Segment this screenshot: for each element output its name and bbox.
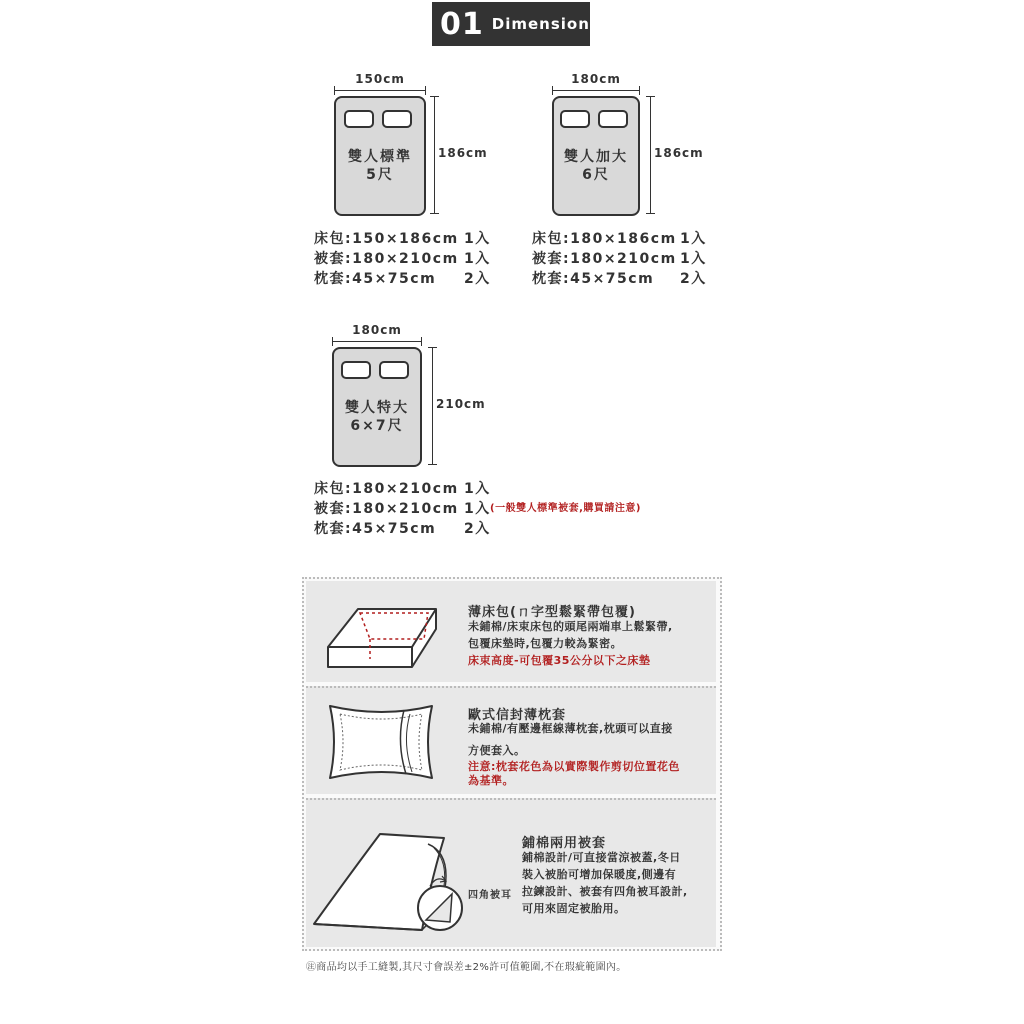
spec-item: 枕套:45×75cm: [532, 271, 655, 287]
bed-length-label: 186cm: [654, 146, 704, 160]
spec-qty: 1入: [464, 501, 491, 517]
panel-text-line: 包覆床墊時,包覆力較為緊密。: [468, 637, 623, 650]
pillow-icon: [382, 110, 412, 128]
panel-warning: 注意:枕套花色為以實際製作剪切位置花色: [468, 760, 680, 773]
spec-row: [314, 519, 674, 539]
panel-text-line: 方便套入。: [468, 744, 526, 757]
section-header: [432, 2, 600, 46]
spec-qty: 1入: [464, 251, 491, 267]
panel-duvet-cover: [306, 798, 716, 947]
spec-row: [314, 479, 674, 499]
pillow-icon: [560, 110, 590, 128]
footnote: ㊟商品均以手工縫製,其尺寸會誤差±2%許可值範圍,不在瑕疵範圍內。: [306, 962, 627, 973]
duvet-cover-icon: [310, 824, 470, 944]
bed-body: [334, 96, 426, 216]
width-dimension-line: [552, 90, 640, 91]
pillow-icon: [341, 361, 371, 379]
spec-qty: 1入: [680, 251, 707, 267]
bed-width-label: 180cm: [352, 323, 402, 337]
spec-list-king: [314, 479, 674, 539]
bed-name-line1: 雙人加大: [564, 149, 628, 165]
spec-qty: 1入: [464, 231, 491, 247]
spec-row: [314, 249, 514, 269]
panel-warning: 為基準。: [468, 774, 514, 787]
length-dimension-line: [434, 96, 435, 214]
bed-diagram-king: [332, 323, 486, 467]
panel-title: 歐式信封薄枕套: [468, 708, 567, 723]
panel-text-line: 可用來固定被胎用。: [522, 902, 626, 915]
fitted-sheet-icon: [314, 589, 444, 679]
warning-note: (一般雙人標準被套,購買請注意): [490, 503, 641, 514]
spec-qty: 2入: [464, 521, 491, 537]
bed-name-line2: 6尺: [582, 167, 610, 183]
width-dimension-line: [332, 341, 422, 342]
bed-body: [552, 96, 640, 216]
panel-title: 薄床包(ㄇ字型鬆緊帶包覆): [468, 605, 636, 620]
spec-list-queen: [532, 229, 732, 289]
bed-diagram-standard: [334, 72, 488, 216]
bed-width-label: 180cm: [571, 72, 621, 86]
spec-item: 枕套:45×75cm: [314, 271, 437, 287]
bed-width-label: 150cm: [355, 72, 405, 86]
panel-warning: 床束高度-可包覆35公分以下之床墊: [468, 654, 651, 667]
panel-text: [522, 849, 688, 917]
spec-qty: 2入: [464, 271, 491, 287]
panel-fitted-sheet: [306, 581, 716, 682]
panel-divider: [306, 798, 716, 800]
panel-text: [468, 618, 673, 669]
panel-pillowcase: [306, 686, 716, 794]
spec-row: [314, 499, 674, 519]
panel-text-line: 未鋪棉/有壓邊框線薄枕套,枕頭可以直接: [468, 722, 673, 735]
section-number: 01: [440, 6, 484, 42]
spec-item: 床包:150×186cm: [314, 231, 459, 247]
panel-divider: [306, 686, 716, 688]
spec-row: [314, 229, 514, 249]
bed-length-label: 210cm: [436, 397, 486, 411]
spec-qty: 1入: [464, 481, 491, 497]
bed-name-line1: 雙人標準: [348, 149, 412, 165]
panel-text-line: 未鋪棉/床束床包的頭尾兩端車上鬆緊帶,: [468, 620, 673, 633]
section-title: Dimensions: [491, 15, 600, 33]
length-dimension-line: [650, 96, 651, 214]
panel-text-line: 鋪棉設計/可直接當涼被蓋,冬日: [522, 851, 681, 864]
spec-row: [532, 269, 732, 289]
spec-row: [532, 249, 732, 269]
bed-diagram-queen: [552, 72, 704, 216]
bed-name-line2: 5尺: [366, 167, 394, 183]
pillowcase-icon: [316, 694, 446, 784]
panel-title: 鋪棉兩用被套: [522, 836, 607, 851]
spec-item: 床包:180×186cm: [532, 231, 677, 247]
spec-item: 被套:180×210cm: [314, 251, 459, 267]
panel-text-line: 拉鍊設計、被套有四角被耳設計,: [522, 885, 688, 898]
bed-name-line2: 6×7尺: [350, 418, 404, 434]
bed-name-line1: 雙人特大: [345, 400, 409, 416]
pillow-icon: [379, 361, 409, 379]
length-dimension-line: [432, 347, 433, 465]
panel-text: [468, 720, 680, 788]
pillow-icon: [598, 110, 628, 128]
spec-list-standard: [314, 229, 514, 289]
panel-text-line: 裝入被胎可增加保暖度,側邊有: [522, 868, 677, 881]
spec-item: 枕套:45×75cm: [314, 521, 437, 537]
spec-item: 被套:180×210cm: [532, 251, 677, 267]
bed-body: [332, 347, 422, 467]
spec-qty: 2入: [680, 271, 707, 287]
width-dimension-line: [334, 90, 426, 91]
spec-qty: 1入: [680, 231, 707, 247]
panel-title: 四角被耳: [468, 890, 512, 901]
spec-item: 被套:180×210cm: [314, 501, 459, 517]
spec-item: 床包:180×210cm: [314, 481, 459, 497]
spec-row: [532, 229, 732, 249]
bed-length-label: 186cm: [438, 146, 488, 160]
pillow-icon: [344, 110, 374, 128]
spec-row: [314, 269, 514, 289]
